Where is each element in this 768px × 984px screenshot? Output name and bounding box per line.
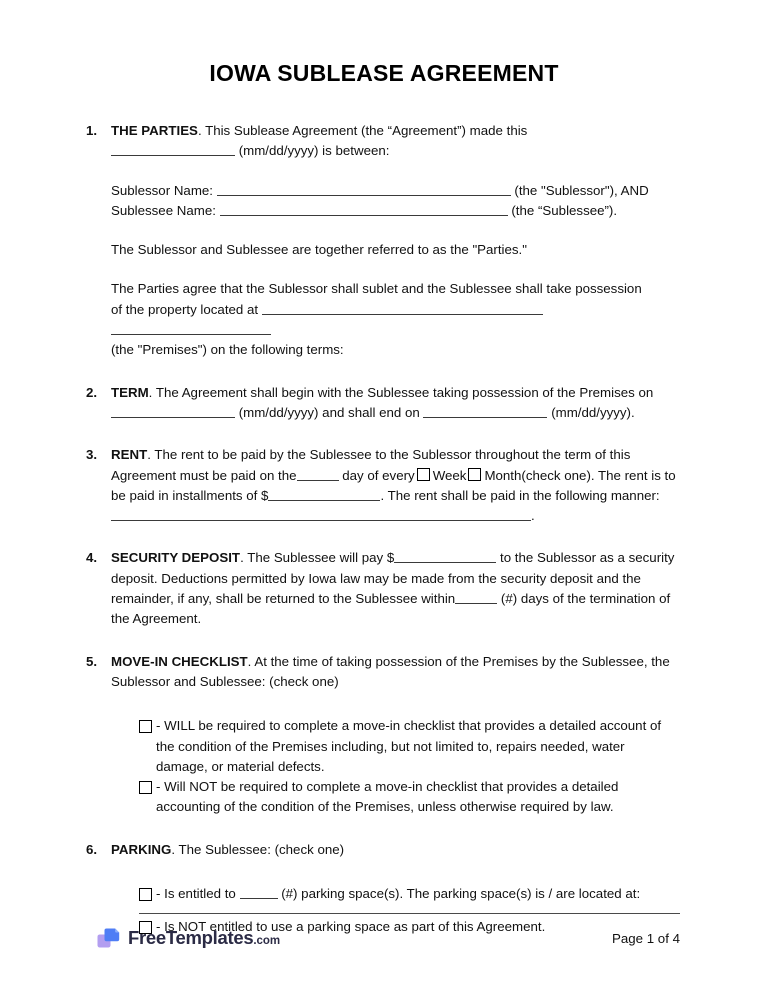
document-pages-icon <box>96 926 121 951</box>
spacer <box>111 692 680 716</box>
checklist-text-intro: . At the time of taking possession of the Premises by the Sublessee, the Sublessor and Sublessee: (check one) <box>111 653 670 689</box>
checklist-option-will-label: - WILL be required to complete a move-in checklist that provides a detailed account of the condition of the Premises including, but not limited to, repairs needed, water damage, or material defects. <box>156 718 662 774</box>
sublessee-name-blank-field[interactable] <box>220 202 508 216</box>
sublessor-name-label: Sublessor Name: <box>111 182 213 198</box>
checkbox-checklist-will[interactable] <box>139 720 152 733</box>
rent-day-blank-field[interactable] <box>297 467 339 481</box>
clause-the-parties <box>84 121 680 361</box>
parking-option-not-entitled-label: - Is NOT entitled to use a parking space as part of this Agreement. <box>156 919 546 935</box>
parties-intro-text: . This Sublease Agreement (the “Agreement”) made this <box>197 123 528 138</box>
premises-agreement-line-1: The Parties agree that the Sublessor shall sublet and the Sublessee shall take possession <box>111 281 642 297</box>
rent-text-installment: (check one). The rent is to be paid in installments of $ <box>111 467 676 503</box>
deposit-amount-blank-field[interactable] <box>394 549 496 563</box>
clause-heading-security-deposit: SECURITY DEPOSIT <box>111 550 241 566</box>
spacer <box>111 162 680 181</box>
checklist-option-will-not-label: - Will NOT be required to complete a move-in checklist that provides a detailed accounting of the condition of the Premises, unless otherwise required by law. <box>156 779 619 815</box>
clause-body-2 <box>111 383 680 424</box>
term-end-date-blank-field[interactable] <box>423 404 547 418</box>
parking-location-line-row <box>139 913 680 914</box>
clause-body-1 <box>111 121 680 361</box>
spacer <box>84 630 680 652</box>
logo-wordmark <box>128 927 280 949</box>
parties-date-format-text: (mm/dd/yyyy) is between: <box>238 143 390 159</box>
checkbox-rent-month[interactable] <box>468 468 481 481</box>
rent-text-frequency: day of every <box>342 467 415 483</box>
document-body <box>0 121 768 938</box>
premises-address-blank-field-1[interactable] <box>262 301 543 315</box>
sublessor-name-row <box>111 181 680 201</box>
checklist-option-will[interactable] <box>139 716 680 777</box>
spacer <box>84 818 680 840</box>
premises-address-row <box>111 300 680 341</box>
parties-definition-text: The Sublessor and Sublessee are together referred to as the "Parties." <box>111 242 527 258</box>
sublessor-name-suffix: (the "Sublessor"), AND <box>514 182 649 198</box>
clause-number-4: 4. <box>86 550 98 566</box>
checkbox-parking-entitled[interactable] <box>139 888 152 901</box>
checklist-options <box>111 716 680 817</box>
clause-term <box>84 383 680 424</box>
clause-heading-move-in-checklist: MOVE-IN CHECKLIST <box>111 653 248 669</box>
parking-option-entitled-label <box>156 884 680 904</box>
rent-manner-blank-field[interactable] <box>111 507 531 521</box>
clause-security-deposit <box>84 548 680 629</box>
clause-move-in-checklist <box>84 652 680 818</box>
spacer <box>111 260 680 279</box>
logo-tld-text: .com <box>253 935 281 947</box>
sublessee-name-label: Sublessee Name: <box>111 202 216 218</box>
premises-address-blank-field-2[interactable] <box>111 321 271 335</box>
page-footer <box>0 918 768 958</box>
sublessee-name-suffix: (the “Sublessee”). <box>511 202 618 218</box>
rent-text-period: . <box>531 508 535 524</box>
term-start-date-blank-field[interactable] <box>111 404 235 418</box>
page-number-label: Page 1 of 4 <box>611 930 680 946</box>
premises-address-label: of the property located at <box>111 301 259 317</box>
clause-number-2: 2. <box>86 384 98 400</box>
parking-text-intro: . The Sublessee: (check one) <box>171 841 345 857</box>
logo-name-text: FreeTemplates <box>128 927 254 948</box>
rent-amount-blank-field[interactable] <box>268 487 380 501</box>
spacer <box>84 361 680 383</box>
clause-number-6: 6. <box>86 841 98 857</box>
checklist-option-will-not[interactable] <box>139 777 680 818</box>
spacer <box>111 860 680 884</box>
clause-body-3 <box>111 445 680 526</box>
deposit-text-end: (#) days of the termination of the Agreement. <box>111 591 671 627</box>
spacer <box>111 221 680 240</box>
parking-space-count-blank-field[interactable] <box>240 885 278 899</box>
deposit-return-days-blank-field[interactable] <box>455 590 497 604</box>
checkbox-rent-week[interactable] <box>417 468 430 481</box>
spacer <box>84 526 680 548</box>
checkbox-checklist-will-not[interactable] <box>139 781 152 794</box>
spacer <box>84 423 680 445</box>
rent-week-label: Week <box>432 467 467 483</box>
parking-entitled-text-a: - Is entitled to <box>156 886 236 902</box>
term-text-end: (mm/dd/yyyy). <box>551 404 635 420</box>
term-text-intro: . The Agreement shall begin with the Sublessee taking possession of the Premises on <box>148 384 654 400</box>
clause-number-3: 3. <box>86 447 98 463</box>
clause-heading-term: TERM <box>111 384 149 400</box>
clause-number-5: 5. <box>86 653 98 669</box>
parking-location-blank-field[interactable] <box>139 913 680 914</box>
rent-text-intro: . The rent to be paid by the Sublessee to the Sublessor throughout the term of this Agreement must be paid on the <box>111 447 631 483</box>
rent-month-label: Month <box>484 467 522 483</box>
clause-heading-the-parties: THE PARTIES <box>111 123 198 138</box>
parking-option-entitled[interactable] <box>139 884 680 904</box>
page-title: IOWA SUBLEASE AGREEMENT <box>209 60 559 86</box>
deposit-text-middle: to the Sublessor as a security deposit. Deductions permitted by Iowa law may be made from the security deposit and the remainder, if any, shall be returned to the Sublessee within <box>111 550 675 607</box>
sublessor-name-blank-field[interactable] <box>217 182 511 196</box>
parking-entitled-text-b: (#) parking space(s). The parking space(s) is / are located at: <box>281 886 641 902</box>
clause-number-1: 1. <box>86 123 98 138</box>
clause-body-4 <box>111 548 680 629</box>
premises-definition-text: (the "Premises") on the following terms: <box>111 342 344 358</box>
freetemplates-logo[interactable] <box>96 926 280 951</box>
clause-body-5 <box>111 652 680 818</box>
clause-heading-parking: PARKING <box>111 841 172 857</box>
rent-text-manner: . The rent shall be paid in the following manner: <box>380 487 660 503</box>
clause-rent <box>84 445 680 526</box>
sublessee-name-row <box>111 201 680 221</box>
clause-heading-rent: RENT <box>111 447 148 463</box>
date-blank-field[interactable] <box>111 142 235 156</box>
term-text-middle: (mm/dd/yyyy) and shall end on <box>238 404 420 420</box>
deposit-text-intro: . The Sublessee will pay $ <box>240 550 395 566</box>
